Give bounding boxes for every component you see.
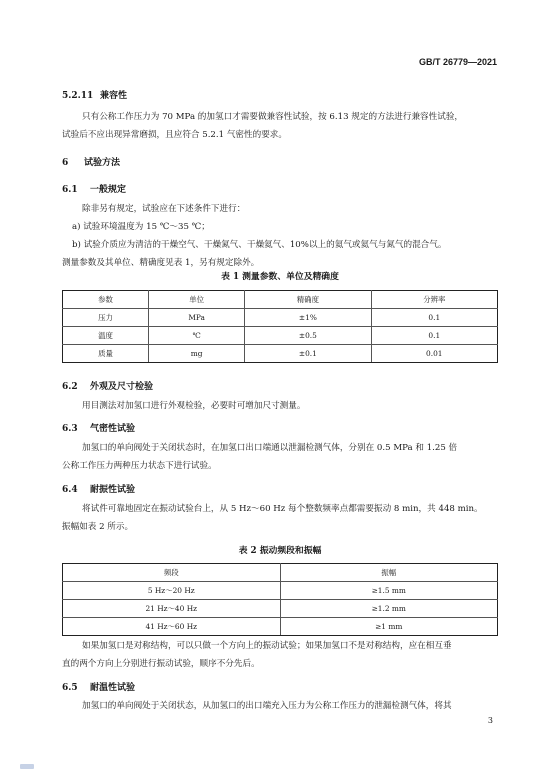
paragraph-6-2 (62, 397, 498, 415)
table-header-cell: 频段 (63, 564, 281, 582)
text-line: 振幅如表 2 所示。 (62, 522, 134, 532)
table-header-cell: 振幅 (280, 564, 498, 582)
heading-6-1 (62, 182, 126, 195)
table-cell: 21 Hz～40 Hz (63, 600, 281, 618)
table-header-row (63, 564, 498, 582)
paragraph-6-1 (62, 200, 498, 272)
section-number: 6 (62, 158, 69, 168)
table-row (63, 327, 498, 345)
text-line: 试验后不应出现异常磨损，且应符合 5.2.1 气密性的要求。 (62, 130, 287, 140)
table-cell: 温度 (63, 327, 149, 345)
text-line: 除非另有规定，试验应在下述条件下进行： (82, 204, 246, 214)
table-1-caption: 表 1 测量参数、单位及精确度 (221, 272, 339, 282)
table-cell: 0.1 (371, 327, 497, 345)
table-row (63, 309, 498, 327)
table-cell: 41 Hz～60 Hz (63, 618, 281, 636)
list-item-a: a) 试验环境温度为 15 ℃～35 ℃； (72, 222, 210, 232)
section-title: 耐温性试验 (90, 683, 136, 693)
section-title: 试验方法 (84, 158, 121, 168)
table-2 (62, 563, 498, 636)
table-header-cell: 分辨率 (371, 291, 497, 309)
table-cell: 压力 (63, 309, 149, 327)
text-line: 只有公称工作压力为 70 MPa 的加氢口才需要做兼容性试验，按 6.13 规定的方法进行兼容性试验， (82, 112, 464, 122)
table-cell: ≥1 mm (280, 618, 498, 636)
table-cell: ±0.1 (245, 345, 371, 363)
heading-6-4 (62, 482, 135, 495)
section-number: 6.4 (62, 485, 78, 495)
table-cell: ±0.5 (245, 327, 371, 345)
paragraph-6-4 (62, 500, 498, 536)
text-line: 加氢口的单向阀处于关闭状态，从加氢口的出口端充入压力为公称工作压力的泄漏检测气体，将其 (82, 701, 452, 711)
heading-6-2 (62, 379, 153, 392)
table-cell: 5 Hz～20 Hz (63, 582, 281, 600)
text-line: 如果加氢口是对称结构，可以只做一个方向上的振动试验；如果加氢口不是对称结构，应在相互垂 (82, 641, 452, 651)
table-row (63, 582, 498, 600)
table-cell: mg (149, 345, 245, 363)
table-row (63, 618, 498, 636)
section-number: 6.2 (62, 382, 78, 392)
table-cell: MPa (149, 309, 245, 327)
table-cell: ≥1.2 mm (280, 600, 498, 618)
table-1 (62, 290, 498, 363)
section-number: 6.1 (62, 185, 78, 195)
table-cell: ≥1.5 mm (280, 582, 498, 600)
page-number: 3 (487, 716, 493, 725)
table-cell: ±1% (245, 309, 371, 327)
section-number: 6.3 (62, 424, 78, 434)
table-cell: ℃ (149, 327, 245, 345)
paragraph-6-5 (62, 697, 498, 715)
corner-mark (20, 764, 34, 769)
list-item-b: b) 试验介质应为清洁的干燥空气、干燥氮气、干燥氦气、10%以上的氦气或氦气与氮气的混合气。 (72, 240, 447, 250)
section-title: 耐振性试验 (90, 485, 136, 495)
paragraph-6-3 (62, 439, 498, 475)
text-line: 公称工作压力两种压力状态下进行试验。 (62, 461, 217, 471)
paragraph-5-2-11 (62, 108, 498, 144)
text-line: 测量参数及其单位、精确度见表 1，另有规定除外。 (62, 258, 260, 268)
paragraph-6-4-continued (62, 637, 498, 673)
section-number: 5.2.11 (62, 91, 94, 101)
heading-6-3 (62, 421, 135, 434)
table-header-cell: 单位 (149, 291, 245, 309)
text-line: 直的两个方向上分别进行振动试验，顺序不分先后。 (62, 659, 260, 669)
heading-6 (62, 155, 120, 168)
table-cell: 质量 (63, 345, 149, 363)
section-title: 外观及尺寸检验 (90, 382, 154, 392)
table-cell: 0.1 (371, 309, 497, 327)
section-title: 一般规定 (90, 185, 127, 195)
text-line: 将试件可靠地固定在振动试验台上，从 5 Hz～60 Hz 每个整数频率点都需要振动 8 min，共 448 min。 (82, 504, 483, 514)
table-header-row (63, 291, 498, 309)
table-2-caption: 表 2 振动频段和振幅 (238, 546, 322, 556)
table-row (63, 345, 498, 363)
heading-5-2-11 (62, 88, 127, 101)
table-header-cell: 参数 (63, 291, 149, 309)
text-line: 加氢口的单向阀处于关闭状态时，在加氢口出口端通以泄漏检测气体，分别在 0.5 MPa 和 1.25 倍 (82, 443, 458, 453)
standard-code: GB/T 26779—2021 (418, 57, 497, 67)
section-title: 兼容性 (100, 91, 128, 101)
section-number: 6.5 (62, 683, 78, 693)
heading-6-5 (62, 680, 135, 693)
text-line: 用目测法对加氢口进行外观检验，必要时可增加尺寸测量。 (82, 401, 306, 411)
section-title: 气密性试验 (90, 424, 136, 434)
table-cell: 0.01 (371, 345, 497, 363)
table-header-cell: 精确度 (245, 291, 371, 309)
table-row (63, 600, 498, 618)
